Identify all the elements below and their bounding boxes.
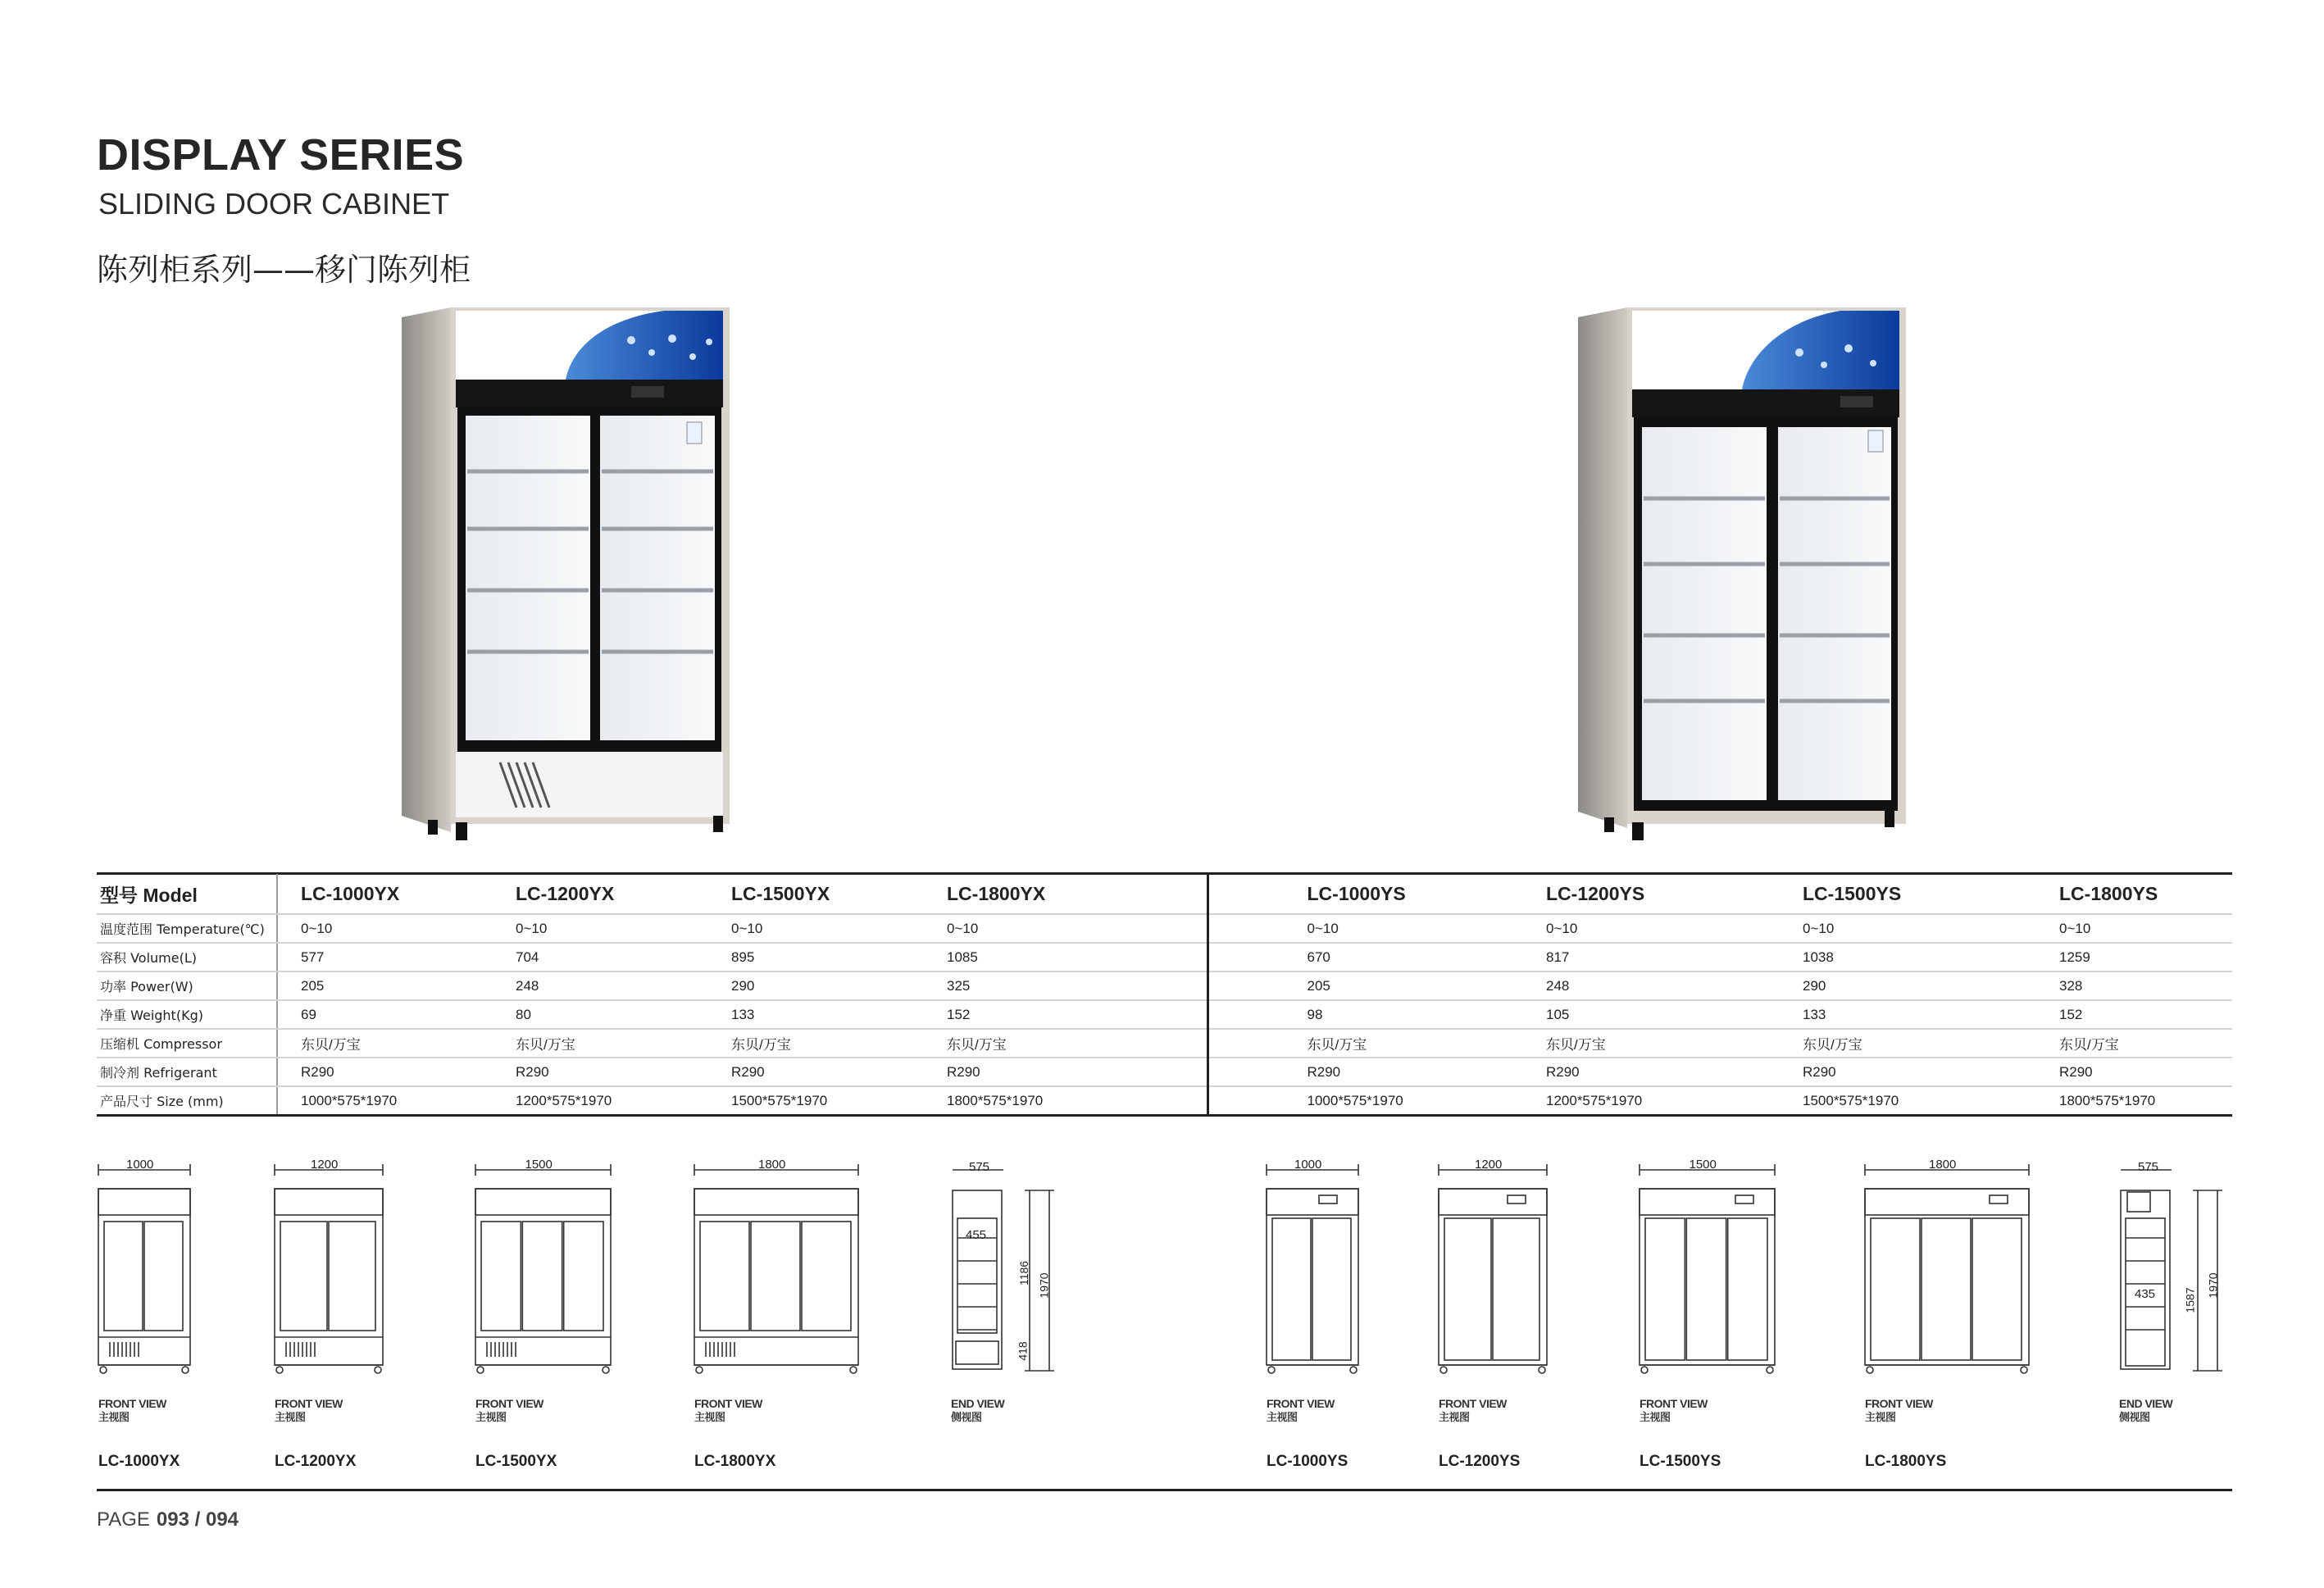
table-cell: 东贝/万宝 [1207,1029,1464,1058]
end-view-label [2119,1396,2172,1426]
front-view-label [1865,1396,1933,1426]
table-cell: 东贝/万宝 [277,1029,493,1058]
page-numbers: 093 / 094 [156,1508,239,1531]
table-row [97,1058,2232,1086]
lower-height-dimension: 418 [1016,1341,1030,1361]
width-dimension: 1000 [126,1158,154,1172]
view-label-en: FRONT VIEW [1267,1397,1335,1410]
table-cell: 290 [708,971,924,1000]
table-row [97,1086,2232,1116]
table-cell: 1259 [1977,943,2232,971]
front-view-label [1439,1396,1507,1426]
view-label-cn: 主视图 [1640,1412,1671,1424]
table-row [97,1000,2232,1029]
table-cell: R290 [708,1058,924,1086]
table-cell: 1085 [924,943,1207,971]
front-view-label [275,1396,343,1426]
chinese-title: 陈列柜系列——移门陈列柜 [97,252,471,288]
row-label: 产品尺寸 Size (mm) [97,1086,277,1116]
table-cell: 东贝/万宝 [1464,1029,1721,1058]
depth-dimension: 575 [969,1160,990,1174]
table-cell: 670 [1207,943,1464,971]
model-header: LC-1500YX [708,874,924,914]
drawing-model-label: LC-1200YX [275,1453,357,1470]
table-cell: 205 [277,971,493,1000]
row-label: 功率 Power(W) [97,971,277,1000]
view-label-en: FRONT VIEW [1865,1397,1933,1410]
front-view-label [694,1396,762,1426]
table-cell: 1500*575*1970 [1721,1086,1977,1116]
table-cell: 248 [1464,971,1721,1000]
front-view-drawing [1631,1156,1783,1390]
table-cell: 895 [708,943,924,971]
spec-table [97,874,2232,1117]
drawing-model-label: LC-1500YX [475,1453,557,1470]
table-cell: 328 [1977,971,2232,1000]
drawing-model-label: LC-1000YS [1267,1453,1348,1470]
table-cell: 205 [1207,971,1464,1000]
table-cell: 1038 [1721,943,1977,971]
model-header: LC-1200YX [493,874,708,914]
table-cell: 0~10 [1721,914,1977,943]
row-label: 压缩机 Compressor [97,1029,277,1058]
table-row [97,943,2232,971]
inner-dimension: 435 [2135,1287,2156,1301]
model-header: LC-1000YX [277,874,493,914]
page-number [97,1508,239,1531]
drawing-model-label: LC-1800YX [694,1453,776,1470]
row-label: 制冷剂 Refrigerant [97,1058,277,1086]
table-row [97,971,2232,1000]
table-cell: 0~10 [708,914,924,943]
table-cell: 0~10 [493,914,708,943]
page-label: PAGE [97,1508,150,1531]
table-cell: 东贝/万宝 [708,1029,924,1058]
front-view-drawing [266,1156,391,1390]
width-dimension: 1200 [1475,1158,1503,1172]
table-cell: 1800*575*1970 [924,1086,1207,1116]
depth-dimension: 575 [2138,1160,2159,1174]
front-view-label [1640,1396,1708,1426]
upper-height-dimension: 1186 [1017,1260,1031,1286]
front-view-label [475,1396,543,1426]
table-cell: 290 [1721,971,1977,1000]
table-cell: 133 [1721,1000,1977,1029]
width-dimension: 1200 [311,1158,339,1172]
table-cell: 0~10 [1977,914,2232,943]
view-label-cn: 侧视图 [951,1412,982,1424]
row-label: 温度范围 Temperature(℃) [97,914,277,943]
drawing-model-label: LC-1800YS [1865,1453,1947,1470]
upper-height-dimension: 1587 [2183,1287,2197,1313]
width-dimension: 1500 [525,1158,553,1172]
width-dimension: 1500 [1689,1158,1717,1172]
total-height-dimension: 1970 [1037,1272,1051,1299]
table-cell: 0~10 [1207,914,1464,943]
view-label-en: END VIEW [951,1397,1005,1410]
table-cell: R290 [924,1058,1207,1086]
width-dimension: 1800 [1929,1158,1957,1172]
table-cell: 1500*575*1970 [708,1086,924,1116]
front-view-drawing [90,1156,198,1390]
table-cell: 152 [924,1000,1207,1029]
view-label-cn: 主视图 [694,1412,725,1424]
model-header: LC-1200YS [1464,874,1721,914]
view-label-cn: 主视图 [1267,1412,1298,1424]
product-image-ys-cabinet [1570,307,1931,849]
model-header: LC-1800YX [924,874,1207,914]
front-view-label [98,1396,166,1426]
row-label: 容积 Volume(L) [97,943,277,971]
table-cell: 0~10 [924,914,1207,943]
view-label-cn: 侧视图 [2119,1412,2150,1424]
view-label-en: END VIEW [2119,1397,2173,1410]
model-header: LC-1800YS [1977,874,2232,914]
end-view-label [951,1396,1004,1426]
view-label-cn: 主视图 [475,1412,507,1424]
table-cell: 98 [1207,1000,1464,1029]
row-label: 净重 Weight(Kg) [97,1000,277,1029]
table-cell: R290 [277,1058,493,1086]
front-view-label [1267,1396,1335,1426]
table-cell: 东贝/万宝 [493,1029,708,1058]
table-cell: 东贝/万宝 [1721,1029,1977,1058]
width-dimension: 1000 [1294,1158,1322,1172]
table-cell: 1200*575*1970 [493,1086,708,1116]
front-view-drawing [1258,1156,1367,1390]
view-label-cn: 主视图 [98,1412,130,1424]
table-cell: 东贝/万宝 [924,1029,1207,1058]
view-label-en: FRONT VIEW [98,1397,166,1410]
table-header-row [97,874,2232,914]
model-header: LC-1000YS [1207,874,1464,914]
table-cell: 69 [277,1000,493,1029]
view-label-cn: 主视图 [1865,1412,1896,1424]
page-title: DISPLAY SERIES [97,130,465,180]
table-cell: 248 [493,971,708,1000]
page-subtitle: SLIDING DOOR CABINET [98,187,450,221]
drawing-model-label: LC-1000YX [98,1453,180,1470]
inner-dimension: 455 [966,1228,987,1242]
model-header: LC-1500YS [1721,874,1977,914]
view-label-en: FRONT VIEW [694,1397,762,1410]
view-label-en: FRONT VIEW [475,1397,543,1410]
table-cell: 152 [1977,1000,2232,1029]
table-cell: 东贝/万宝 [1977,1029,2232,1058]
front-view-drawing [1857,1156,2037,1390]
drawing-model-label: LC-1200YS [1439,1453,1521,1470]
table-cell: 133 [708,1000,924,1029]
table-cell: 0~10 [1464,914,1721,943]
table-cell: R290 [493,1058,708,1086]
front-view-drawing [1430,1156,1555,1390]
product-image-yx-cabinet [393,307,754,849]
table-cell: R290 [1977,1058,2232,1086]
view-label-en: FRONT VIEW [1439,1397,1507,1410]
table-cell: 0~10 [277,914,493,943]
table-cell: R290 [1721,1058,1977,1086]
model-column-header: 型号 Model [97,874,277,914]
table-cell: 577 [277,943,493,971]
width-dimension: 1800 [758,1158,786,1172]
end-view-drawing [2119,1156,2258,1402]
table-cell: 325 [924,971,1207,1000]
front-view-drawing [686,1156,866,1390]
table-row [97,1029,2232,1058]
table-cell: 1800*575*1970 [1977,1086,2232,1116]
table-cell: 1000*575*1970 [1207,1086,1464,1116]
view-label-en: FRONT VIEW [1640,1397,1708,1410]
table-row [97,914,2232,943]
table-cell: 80 [493,1000,708,1029]
table-cell: 817 [1464,943,1721,971]
table-cell: R290 [1464,1058,1721,1086]
total-height-dimension: 1970 [2206,1272,2220,1299]
table-cell: 1000*575*1970 [277,1086,493,1116]
table-cell: R290 [1207,1058,1464,1086]
table-cell: 704 [493,943,708,971]
drawing-model-label: LC-1500YS [1640,1453,1721,1470]
front-view-drawing [467,1156,619,1390]
view-label-cn: 主视图 [1439,1412,1470,1424]
table-cell: 105 [1464,1000,1721,1029]
view-label-en: FRONT VIEW [275,1397,343,1410]
view-label-cn: 主视图 [275,1412,306,1424]
table-cell: 1200*575*1970 [1464,1086,1721,1116]
bottom-rule [97,1489,2232,1491]
